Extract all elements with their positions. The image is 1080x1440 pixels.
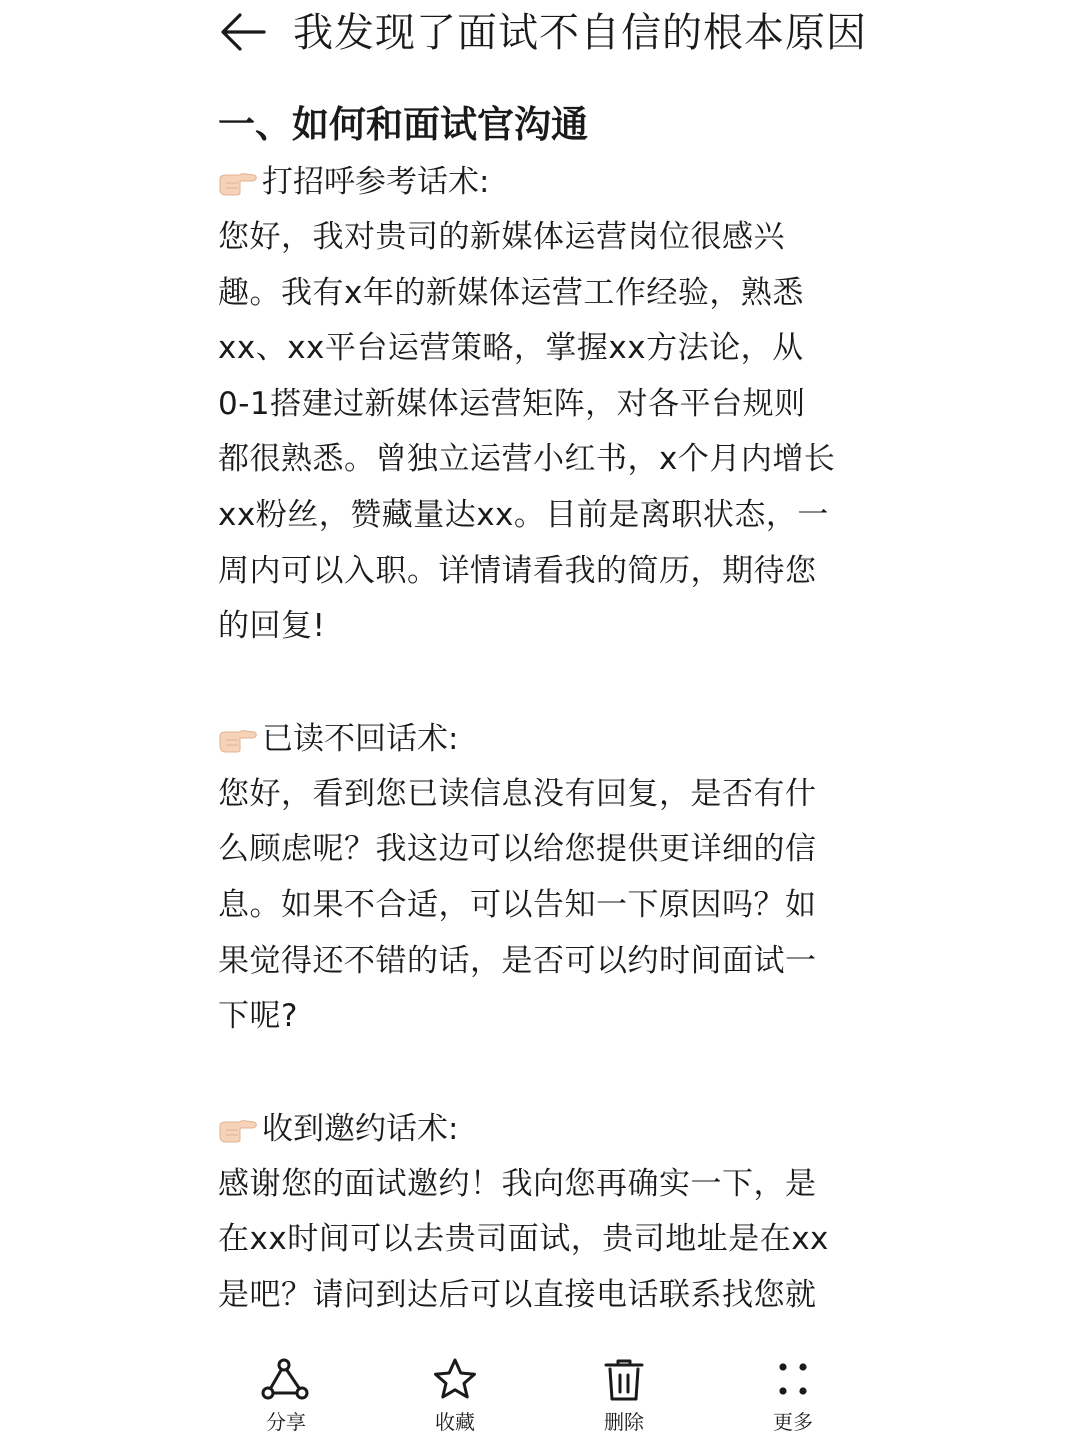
paragraph-gap [218, 655, 868, 711]
block-title [218, 154, 868, 210]
text-line: 在xx时间可以去贵司面试，贵司地址是在xx [218, 1221, 829, 1258]
text-line: 么顾虑呢？我这边可以给您提供更详细的信 [218, 831, 817, 868]
block-title-text: 打招呼参考话术: [262, 164, 490, 200]
arrow-left-icon [218, 10, 266, 54]
block-text [218, 210, 868, 655]
text-line: 周内可以入职。详情请看我的简历，期待您 [218, 552, 817, 589]
back-button[interactable] [218, 10, 266, 54]
text-line: 息。如果不合适，可以告知一下原因吗？如 [218, 886, 817, 923]
bottom-toolbar [0, 1345, 1080, 1440]
block-title [218, 711, 868, 767]
share-label: 分享 [266, 1410, 306, 1434]
block-text [218, 767, 868, 1045]
text-line: 果觉得还不错的话，是否可以约时间面试一 [218, 942, 817, 979]
paragraph-gap [218, 1045, 868, 1101]
block-title-text: 已读不回话术: [262, 720, 459, 757]
backhand-index-pointing-right-icon [218, 167, 258, 197]
backhand-index-pointing-right-icon [218, 1114, 258, 1144]
share-icon [260, 1357, 312, 1403]
backhand-index-pointing-right-icon [218, 724, 258, 754]
read-no-reply-script-block [218, 711, 868, 1045]
text-line: 是吧？请问到达后可以直接电话联系找您就 [218, 1276, 817, 1313]
trash-icon [598, 1357, 650, 1403]
top-bar [0, 0, 1080, 70]
note-content [218, 96, 868, 1324]
text-line: 下呢? [218, 998, 298, 1035]
text-line: 的回复! [218, 608, 326, 645]
collect-button[interactable] [405, 1357, 505, 1437]
text-line: 都很熟悉。曾独立运营小红书，x个月内增长 [218, 441, 836, 478]
invitation-script-block [218, 1101, 868, 1324]
section-heading: 一、如何和面试官沟通 [218, 103, 588, 146]
greeting-script-block [218, 154, 868, 655]
collect-label: 收藏 [435, 1410, 475, 1434]
delete-button[interactable] [574, 1357, 674, 1437]
star-icon [429, 1357, 481, 1403]
block-title-text: 收到邀约话术: [262, 1110, 459, 1147]
delete-label: 删除 [604, 1410, 644, 1434]
text-line: 感谢您的面试邀约！我向您再确实一下，是 [218, 1165, 817, 1202]
more-label: 更多 [773, 1410, 813, 1434]
block-title [218, 1101, 868, 1157]
page-title: 我发现了面试不自信的根本原因 [293, 10, 867, 56]
text-line: xx、xx平台运营策略，掌握xx方法论，从 [218, 330, 804, 367]
text-line: 趣。我有x年的新媒体运营工作经验，熟悉 [218, 274, 804, 311]
more-dots-icon [767, 1357, 819, 1403]
text-line: 0-1搭建过新媒体运营矩阵，对各平台规则 [218, 385, 806, 422]
share-button[interactable] [236, 1357, 336, 1437]
text-line: 您好，看到您已读信息没有回复，是否有什 [218, 775, 817, 812]
text-line: xx粉丝，赞藏量达xx。目前是离职状态，一 [218, 496, 829, 533]
more-button[interactable] [743, 1357, 843, 1437]
block-text [218, 1157, 868, 1324]
text-line: 您好，我对贵司的新媒体运营岗位很感兴 [218, 219, 785, 255]
